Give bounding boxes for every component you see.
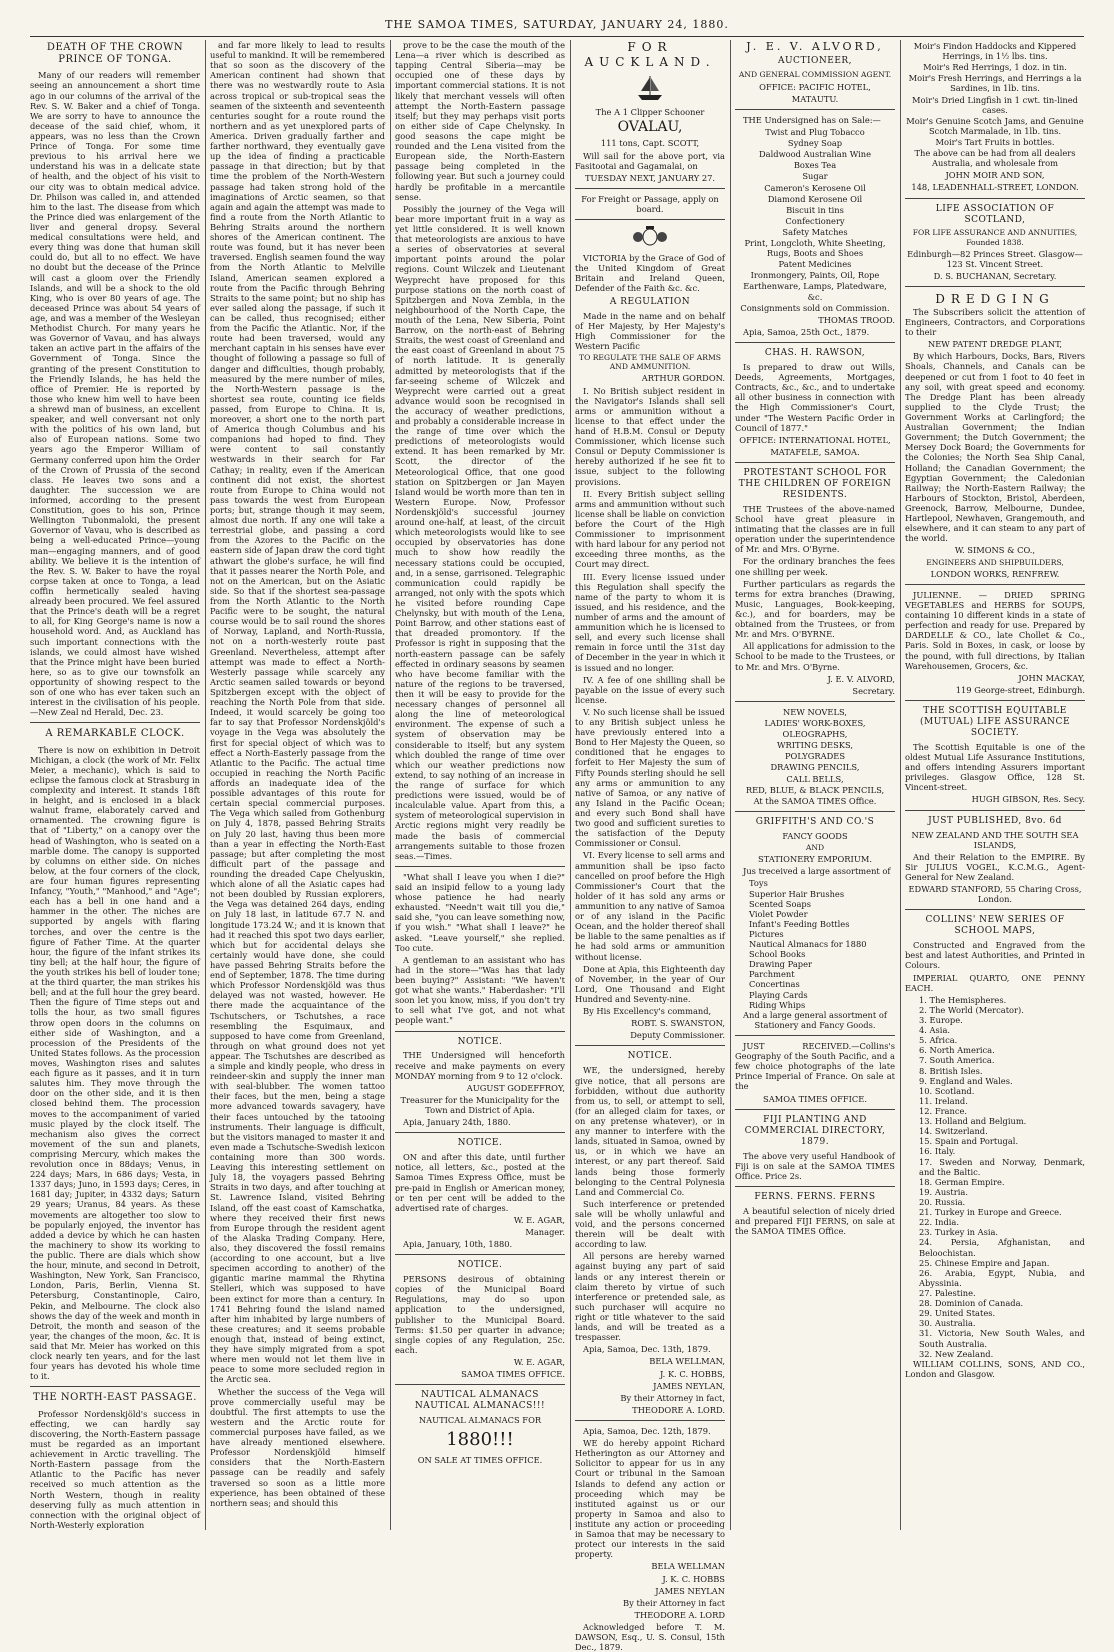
- divider: [395, 1384, 565, 1385]
- land-notice-body3: All persons are hereby warned against buying any part of said lands or any interest therein or claim thereto by virtue of such interference or pretended sale, as such purchaser will acquire no right or title whatever to the said lands, and will be treated as a trespasser.: [575, 1251, 725, 1343]
- almanac-sale: ON SALE AT TIMES OFFICE.: [417, 1455, 543, 1466]
- equitable-body: The Scottish Equitable is one of the oldest Mutual Life Assurance Institutions, and offers intending Assurers important privileges. Glasgow Office, 128 St. Vincent-street.: [905, 741, 1085, 793]
- reg-purpose: TO REGULATE THE SALE OF ARMS AND AMMUNITION.: [579, 352, 721, 372]
- list-item: 19. Austria.: [919, 1186, 968, 1197]
- griffith-intro: Jus treceived a large assortment of: [743, 866, 891, 877]
- notice-3-body: PERSONS desirous of obtaining copies of the Municipal Board Regulations, may do so upon application to the undersigned, publisher to the Municipal Board. Terms: $1.50 per quarter in advance; single copies of any Regulation, 25c. each.: [395, 1274, 565, 1355]
- equitable-title: THE SCOTTISH EQUITABLE (MUTUAL) LIFE ASSURANCE SOCIETY.: [919, 706, 1071, 738]
- list-item: Moir's Red Herrings, 1 doz. in tin.: [923, 62, 1067, 73]
- griffith-list: [735, 878, 895, 1009]
- list-item: 25. Chinese Empire and Japan.: [919, 1257, 1050, 1268]
- alvord-intro: THE Undersigned has on Sale:—: [743, 114, 881, 125]
- divider: [905, 909, 1085, 910]
- column-5: [735, 40, 895, 1530]
- appoint-sig: BELA WELLMAN: [651, 1561, 725, 1572]
- divider: [905, 584, 1085, 585]
- notice-2-title: NOTICE.: [457, 1138, 503, 1149]
- land-notice-attorney: By their Attorney in fact,: [620, 1392, 725, 1403]
- list-item: CALL BELLS,: [786, 773, 844, 784]
- julienne-addr: 119 George-street, Edinburgh.: [955, 684, 1085, 695]
- list-item: 17. Sweden and Norway, Denmark, and the Baltic.: [919, 1156, 1085, 1177]
- alvord-date: Apia, Samoa, 25th Oct., 1879.: [743, 326, 870, 337]
- divider: [395, 1031, 565, 1032]
- divider: [735, 1109, 895, 1110]
- joke-2: A gentleman to an assistant who has had in the store—"Was has that lady been buying?" Assistant: "We haven't got what she wants." Haberdasher: "I'll soon let you know, miss, if you don't try to sell what I've got, and not what people want.": [395, 954, 565, 1026]
- list-item: Confectionery: [785, 215, 845, 226]
- reg-sig2: Deputy Commissioner.: [630, 1030, 725, 1041]
- reg-name: ARTHUR GORDON.: [641, 373, 725, 384]
- school-title: PROTESTANT SCHOOL FOR THE CHILDREN OF FOREIGN RESIDENTS.: [738, 467, 892, 500]
- griffith-end: And a large general assortment of Stationery and Fancy Goods.: [743, 1009, 887, 1030]
- list-item: Riding Whips: [749, 999, 806, 1010]
- list-item: Parchment: [749, 969, 795, 980]
- divider: [735, 811, 895, 812]
- masthead-title: THE SAMOA TIMES, SATURDAY, JANUARY 24, 1880.: [385, 18, 729, 31]
- reg-item: V. No such license shall be issued to any British subject unless he have previously entered into a Bond to Her Majesty the Queen, so conditioned that he engages to forfeit to Her Majesty the sum of Fifty Pounds sterling should he sell any arms or ammunition to any native of Samoa, or any native of any Island in the Pacific Ocean; and every such Bond shall have two good and sufficient sureties to the satisfaction of the Deputy Commissioner or Consul.: [575, 706, 725, 849]
- auckland-ship: OVALAU,: [617, 119, 683, 136]
- list-item: 3. Europe.: [919, 1015, 963, 1025]
- land-notice-body: WE, the undersigned, hereby give notice, that all persons are forbidden, without due authority from us, to sell, or attempt to sell, (for an alleged claim for taxes, or on any pretense whatever), or in any manner to interfere with the lands, situated in Samoa, owned by us, or in which we have an interest, or any part thereof. Said lands being those formerly belonging to the Central Polynesia Land and Commercial Co.: [575, 1065, 725, 1197]
- masthead: [30, 18, 1084, 34]
- list-item: 13. Holland and Belgium.: [919, 1116, 1027, 1127]
- list-item: WRITING DESKS,: [776, 740, 853, 751]
- notice-2-body: ON and after this date, until further notice, all letters, &c., posted at the Samoa Times Express Office, must be pre-paid in English or American money, or ten per cent will be added to the advertised rate of charges.: [395, 1152, 565, 1213]
- divider: [575, 188, 725, 189]
- notice-2-date: Apia, January, 10th, 1880.: [403, 1239, 513, 1250]
- list-item: Infant's Feeding Bottles: [749, 918, 850, 929]
- list-item: Drawing Paper: [749, 959, 812, 970]
- auckland-tons: 111 tons, Capt. SCOTT,: [600, 138, 700, 149]
- list-item: 8. British Isles.: [919, 1065, 983, 1076]
- list-item: Moir's Dried Lingfish in 1 cwt. tin-lined cases.: [912, 94, 1078, 115]
- notice-3-title: NOTICE.: [457, 1260, 503, 1271]
- list-item: LADIES' WORK-BOXES,: [764, 717, 866, 728]
- divider: [395, 1132, 565, 1133]
- divider: [30, 722, 200, 723]
- divider: [735, 342, 895, 343]
- collins-title: COLLINS' NEW SERIES OF SCHOOL MAPS,: [925, 915, 1065, 937]
- ferns-title: FERNS. FERNS. FERNS: [754, 1191, 876, 1202]
- list-item: 15. Spain and Portugal.: [919, 1136, 1019, 1147]
- reg-intro: VICTORIA by the Grace of God of the United Kingdom of Great Britain and Ireland Queen, Defender of the Faith &c. &c.: [575, 253, 725, 294]
- reg-item: I. No British subject resident in the Navigator's Islands shall sell arms or ammunition without a license to that effect under the hand of H.B.M. Consul or Deputy Commissioner, which license such Consul or Deputy Commissioner is hereby authorized if he see fit to issue, subject to the following provisions.: [575, 385, 725, 487]
- divider: [575, 1045, 725, 1046]
- list-item: 29. United States.: [919, 1308, 996, 1319]
- divider: [575, 1420, 725, 1421]
- list-item: Biscuit in tins: [786, 204, 844, 215]
- list-item: 5. Africa.: [919, 1035, 958, 1046]
- divider: [735, 462, 895, 463]
- list-item: Patent Medicines: [778, 259, 852, 270]
- vega-article: Possibly the journey of the Vega will bear more important fruit in a way as yet little considered. It is well known that meteorologists are anxious to have a series of observatories at several important points around the polar regions. Count Wilczek and Lieutenant Weyprecht have proposed for this purpose stations on the north coast of Spitzbergen and Nova Zembla, in the neighbourhood of the North Cape, the mouth of the Lena, New Siberia, Point Barrow, on the north-east of Behring Straits, the west coast of Greenland and the east coast of Greenland in about 75 of north latitude. It is generally admitted by meteorologists that if the far-seeing scheme of Wilczek and Weyprecht were carried out a great advance would soon be recognised in the accuracy of weather predictions, and probably a considerable increase in the range of time over which the predictions of meteorologists would extend. It has been remarked by Mr. Scott, the director of the Meteorological Office, that one good station on Spitzbergen or Jan Mayen Island would be worth more than ten in Western Europe. Now, Professor Nordenskjöld's successful journey around one-half, at least, of the circuit which meteorologists would like to see occupied by observatories has done much to show how readily the necessary stations could be occupied, and, in a sense, garrisoned. Telegraphic communication could rapidly be arranged, not only with the spots which he visited before rounding Cape Chelynsky, but with mouth of the Lena, Point Barrow, and other stations east of that dreaded promontory. If the Professor is right in supposing that the north-eastern passage can be safely effected in ordinary seasons by seamen who have become familiar with the nature of the regions to be traversed, then it will be easy to provide for the necessary changes of personnel all along the line of meteorological environment. The expense of such a system of observation may be considerable to itself; but any system which doubled the range of time over which our weather predictions now extend, to say nothing of an increase in the range of surface for which predictions were issued, would be of incalculable value. Apart from this, a system of meteorological supervision in Arctic regions might very readily be made the basis of commercial arrangements suitable to those frozen seas.—Times.: [395, 203, 565, 861]
- list-item: 10. Scotland.: [919, 1085, 975, 1096]
- moir-note: The above can be had from all dealers Australia, and wholesale from: [914, 148, 1076, 169]
- appoint-sig: JAMES NEYLAN: [655, 1585, 725, 1596]
- land-notice-date: Apia, Samoa, Dec. 13th, 1879.: [583, 1344, 711, 1355]
- dredge-sig: W. SIMONS & CO.,: [954, 545, 1036, 556]
- column-rule: [900, 40, 901, 1530]
- rawson-office: OFFICE: INTERNATIONAL HOTEL,: [739, 434, 891, 445]
- list-item: NEW NOVELS,: [783, 706, 847, 717]
- moir-addr: 148, LEADENHALL-STREET, LONDON.: [911, 182, 1079, 193]
- list-item: Ironmongery, Paints, Oil, Rope: [750, 270, 880, 281]
- school-sig: J. E. V. ALVORD,: [827, 673, 895, 684]
- appoint-attorney-name: THEODORE A. LORD: [634, 1609, 725, 1620]
- received-at: SAMOA TIMES OFFICE.: [763, 1093, 867, 1104]
- list-item: Boxes Tea: [793, 160, 837, 171]
- list-item: 12. France.: [919, 1105, 968, 1116]
- column-rule: [730, 40, 731, 1530]
- julienne-body: JULIENNE. — DRIED SPRING VEGETABLES and HERBS for SOUPS, containing 10 different kinds in a state of perfection and ready for use. Prepared by DARDELLE & CO., late Chollet & Co., Paris. Sold in Boxes, in cask, or loose by the pound, with full directions, by Italian Warehousemen, Grocers, &c.: [905, 589, 1085, 671]
- divider: [905, 810, 1085, 811]
- divider: [905, 198, 1085, 199]
- list-item: Cameron's Kerosene Oil: [764, 182, 866, 193]
- divider: [905, 700, 1085, 701]
- land-notice-sig: JAMES NEYLAN,: [653, 1380, 725, 1391]
- reg-item: VI. Every license to sell arms and ammunition shall be ipso facto cancelled on proof before the High Commissioner's Court that the holder of it has sold any arms or ammunition to any native of Samoa or of any island in the Pacific Ocean, and the holder thereof shall be liable to the same penalties as if he had sold arms or ammunition without license.: [575, 850, 725, 962]
- list-item: 26. Arabia, Egypt, Nubia, and Abyssinia.: [919, 1267, 1085, 1288]
- land-notice-sig: BELA WELLMAN,: [649, 1356, 725, 1367]
- list-item: Pictures: [749, 928, 784, 939]
- alvord-sig: THOMAS TROOD.: [818, 314, 895, 325]
- equitable-sig: HUGH GIBSON, Res. Secy.: [971, 794, 1085, 805]
- crown-prince-heading: DEATH OF THE CROWN PRINCE OF TONGA.: [46, 42, 184, 66]
- collins-size: IMPERIAL QUARTO, ONE PENNY EACH.: [905, 972, 1085, 993]
- list-item: 4. Asia.: [919, 1025, 951, 1036]
- passage-continued-2: Whether the success of the Vega will prove commercially useful may be doubtful. The first attempts to use the western and the Arctic route for commercial purposes have failed, as we have already mentioned elsewhere. Professor Nordenskjöld himself considers that the North-Eastern passage can be readily and safely traversed so soon as a little more experience, has been obtained of these northern seas; and should this: [210, 1386, 385, 1508]
- griffith-title: GRIFFITH'S AND CO.'S: [755, 816, 875, 827]
- reg-command: By His Excellency's command,: [583, 1006, 712, 1017]
- list-item: Concertinas: [749, 979, 800, 990]
- passage-continued: and far more likely to lead to results useful to mankind. It will be remembered that so soon as the discovery of the American continent had shown that there was no westwardly route to Asia across tropical or sub-tropical seas the seamen of the sixteenth and seventeenth centuries sought for a route round the northern and as yet unexplored parts of America. Driven gradually farther and farther northward, they eventually gave up the idea of finding a practicable passage in that direction; but by that time the problem of the North-Western passage had taken strong hold of the imaginations of Arctic seamen, so that again and again the attempt was made to find a route from the North Atlantic to Behring Straits around the northern shores of the American continent. The route was found, but it has never been traversed. English seamen found the way from the North Atlantic to Melville Island, American seamen explored a route from the Pacific through Behring Straits to the same point; but no ship has ever sailed along the passage, if such it can be called, thus recognised; either from the Pacific the Atlantic. Nor, if the route had been traversed, would any merchant captain in his senses have ever thought of following a passage so full of danger and difficulties, though probably, measured by the mere number of miles, the North-Western passage is the shortest sea route, counting ice fields passed, from Europe to China. It is, moreover, a short one to the north part of America though Columbus and his companions had hoped to find. They were content to sail constantly westwards in their search for Far Cathay; in reality, even if the American continent did not exist, the shortest route from Europe to China would not pass towards the west from European ports; but, strange though it may seem, almost due north. If any one will take a terrestrial globe, and passing a cord from the Azores to the Pacific on the eastern side of Japan draw the cord tight athwart the globe's surface, he will find that it passes nearer the North Pole, and not on the American, but on the Asiatic side. So that if the shortest sea-passage from the North Atlantic to the North Pacific were to be sought, the natural course would be to sail round the shores of Norway, Lapland, and North-Russia, not on a north-westerly route past Greenland. Nevertheless, attempt after attempt was made to effect a North-Westerly passage while scarcely any Arctic seamen sailed towards or beyond Spitzbergen except with the object of reaching the North Pole from that side. Indeed, it would scarcely be going too far to say that Professor Nordenskjöld's voyage in the Vega was absolutely the first for special object of which was to effect a North-Easterly passage from the Atlantic to the Pacific. The actual time occupied in reaching the North Pacific affords an inadequate idea of the possible advantages of this route for certain special commercial purposes. The Vega which sailed from Gothenburg on July 4, 1878, passed Behring Straits on July 20 last, having thus been more than a year in effecting the North-East passage; but after completing the most difficult part of the passage and rounding the dreaded Cape Chelyuskin, which alone of all the Asiatic capes had not been doubled by Russian explorers, the Vega was detained 264 days, ending on July 18 last, in latitude 67.7 N. and longitude 173.24 W.; and it is known that had it reached this spot two days earlier, which but for accidental delays she certainly would have done, she could have passed Behring Straits before the end of September, 1878. The time during which Professor Nordenskjöld was thus delayed was not wasted, however. He there made the acquaintance of the Tschutschers, or Tschutshes, a race resembling the Esquimaux, and supposed to have come from Greenland, through on what ground does not yet appear. The Tschutshes are described as a simple and kindly people, who dress in reindeer-skin and supply the inner man with seal-blubber. The women tattoo their faces, but the men, being a stage more advanced towards savagery, have their faces untouched by the tatooing instruments. Their language is difficult, but the visitors managed to master it and even made a Tschutsche-Swedish lexicon containing more than 300 words. Leaving this interesting settlement on July 18, the voyagers passed Behring Straits in two days, and after touching at St. Lawrence Island, visited Behring Island, off the east coast of Kamschatka, where they received their first news from Europe through the resident agent of the Alaska Trading Company. Here, also, they discovered the fossil remains (according to one account, but a live specimen according to another) of the gigantic marine mammal the Rhytina Stelleri, which was supposed to have been extinct for more than a century. In 1741 Behring found the island named after him inhabited by large numbers of these creatures; and it seems probable enough that, instead of being extinct, they have simply migrated from a spot where men would not let them live in peace to some more secluded region in the Arctic sea.: [210, 40, 385, 1385]
- column-rule: [570, 40, 571, 1530]
- list-item: Nautical Almanacs for 1880: [749, 939, 867, 950]
- list-item: Scented Soaps: [749, 898, 811, 909]
- list-item: 27. Palestine.: [919, 1287, 976, 1298]
- just-book: NEW ZEALAND AND THE SOUTH SEA ISLANDS,: [911, 829, 1079, 850]
- list-item: Daldwood Australian Wine: [759, 149, 871, 160]
- appoint-ack: Acknowledged before T. M. DAWSON, Esq., U. S. Consul, 15th Dec., 1879.: [575, 1621, 725, 1652]
- griffith-stat: STATIONERY EMPORIUM.: [758, 854, 872, 865]
- column-2: [210, 40, 385, 1530]
- reg-sig: ROBT. S. SWANSTON,: [631, 1018, 725, 1029]
- appoint-body: WE do hereby appoint Richard Hetherington as our Attorney and Solicitor to appear for us in any Court or tribunal in the Samoan Islands to defend any action or proceeding which may be instituted against us or our property in Samoa and also to institute any action or proceeding in Samoa that may be necessary to protect our interests in the said property.: [575, 1438, 725, 1560]
- rawson-place: MATAFELE, SAMOA.: [770, 446, 860, 457]
- alvord-office: OFFICE: PACIFIC HOTEL,: [759, 81, 871, 92]
- list-item: Moir's Tart Fruits in bottles.: [935, 136, 1055, 147]
- land-notice-title: NOTICE.: [627, 1051, 673, 1062]
- list-item: 16. Italy.: [919, 1146, 956, 1157]
- list-item: POLYGRADES: [784, 751, 846, 762]
- notice-2-sig: W. E. AGAR,: [513, 1214, 565, 1225]
- alvord-list: [735, 127, 895, 302]
- list-item: Violet Powder: [749, 908, 808, 919]
- list-item: 30. Australia.: [919, 1318, 976, 1329]
- masthead-rule: [30, 36, 1084, 37]
- reg-made: Made in the name and on behalf of Her Majesty, by Her Majesty's High Commissioner for the Western Pacific: [575, 310, 725, 351]
- list-item: RED, BLUE, & BLACK PENCILS,: [745, 784, 885, 795]
- list-item: Print, Longcloth, White Sheeting, Rugs, Boots and Shoes: [744, 238, 886, 259]
- list-item: School Books: [749, 949, 806, 960]
- almanac-title: NAUTICAL ALMANACS NAUTICAL ALMANACS!!!: [414, 1390, 546, 1412]
- received-body: JUST RECEIVED.—Collins's Geography of the South Pacific, and a few choice photographs of the late Prince Imperial of France. On sale at the: [735, 1041, 895, 1092]
- griffith-fancy: FANCY GOODS: [782, 830, 848, 841]
- notice-1-title: NOTICE.: [457, 1036, 503, 1047]
- alvord-title: AUCTIONEER,: [777, 56, 853, 67]
- list-item: 31. Victoria, New South Wales, and South Australia.: [919, 1328, 1085, 1349]
- list-item: 11. Ireland.: [919, 1095, 968, 1106]
- divider: [735, 109, 895, 110]
- alvord-name: J. E. V. ALVORD,: [746, 40, 884, 53]
- list-item: Twist and Plug Tobacco: [765, 126, 865, 137]
- list-item: OLEOGRAPHS,: [782, 729, 848, 740]
- divider: [575, 219, 725, 220]
- list-item: 7. South America.: [919, 1055, 995, 1066]
- column-3: [395, 40, 565, 1530]
- life-sub: FOR LIFE ASSURANCE AND ANNUITIES, Founded 1838.: [912, 228, 1078, 247]
- list-item: 22. India.: [919, 1217, 960, 1228]
- almanac-year: 1880!!!: [446, 1429, 514, 1451]
- alvord-place: MATAUTU.: [791, 93, 839, 104]
- divider: [395, 866, 565, 867]
- list-item: Moir's Findon Haddocks and Kippered Herrings, in 1½ lbs. tins.: [913, 41, 1077, 62]
- list-item: 9. England and Wales.: [919, 1075, 1013, 1086]
- life-addr: Edinburgh—82 Princes Street. Glasgow—123 St. Vincent Street.: [907, 248, 1083, 270]
- moir-list: [905, 41, 1085, 147]
- school-body: THE Trustees of the above-named School have great pleasure in intimating that the classes are in full operation under the superintendence of Mr. and Mrs. O'Byrne.: [735, 503, 895, 555]
- clock-heading: A REMARKABLE CLOCK.: [45, 728, 185, 740]
- land-notice-sig: J. K. C. HOBBS,: [659, 1368, 725, 1379]
- collins-map-list: [905, 995, 1085, 1359]
- appoint-date: Apia, Samoa, Dec. 12th, 1879.: [583, 1426, 711, 1437]
- just-title: JUST PUBLISHED, 8vo. 6d: [928, 815, 1062, 826]
- notice-1-sig2: Treasurer for the Municipality for the Town and District of Apia.: [400, 1094, 560, 1116]
- school-sig2: Secretary.: [852, 685, 895, 696]
- list-item: Toys: [749, 878, 768, 889]
- fiji-title: FIJI PLANTING AND COMMERCIAL DIRECTORY, 1879.: [744, 1114, 886, 1147]
- auckland-body: Will sail for the above port, via Fasitootai and Gagamalai, on: [575, 150, 725, 171]
- auckland-ship-line: The A 1 Clipper Schooner: [595, 107, 705, 118]
- list-item: 14. Switzerland.: [919, 1126, 988, 1137]
- list-item: 2. The World (Mercator).: [919, 1004, 1024, 1015]
- notice-1-date: Apia, January 24th, 1880.: [403, 1117, 511, 1128]
- dredge-title: DREDGING: [935, 292, 1055, 307]
- dredge-sig3: LONDON WORKS, RENFREW.: [930, 568, 1060, 579]
- divider: [395, 1254, 565, 1255]
- reg-done: Done at Apia, this Eighteenth day of November, in the year of Our Lord, One Thousand and Eight Hundred and Seventy-nine.: [575, 963, 725, 1004]
- divider: [735, 701, 895, 702]
- novels-at: At the SAMOA TIMES Office.: [753, 795, 877, 806]
- list-item: Sugar: [802, 171, 828, 182]
- list-item: 21. Turkey in Europe and Greece.: [919, 1207, 1062, 1218]
- life-sig: D. S. BUCHANAN, Secretary.: [933, 271, 1057, 282]
- list-item: Diamond Kerosene Oil: [767, 193, 863, 204]
- just-pub: EDWARD STANFORD, 55 Charing Cross, London.: [908, 884, 1082, 905]
- alvord-sub: AND GENERAL COMMISSION AGENT.: [738, 70, 892, 80]
- ship-icon: [635, 73, 665, 103]
- list-item: 20. Russia.: [919, 1196, 966, 1207]
- crown-prince-article: Many of our readers will remember seeing an announcement a short time ago in our columns of the arrival of the Rev. S. W. Baker and a chief of Tonga. We are sorry to have to announce the decease of the said chief, whom, it appears, was no less than the Crown Prince of Tonga. For some time previous to his arrival here we understand his was in a delicate state of health, and the object of his visit to our city was to obtain medical advice. Dr. Philson was called in, and attended him to the last. The disease from which the Prince died was enlargement of the liver and general dropsy. Several medical consultations were held, and every thing was done that human skill could do, but all to no effect. We have no doubt but the decease of the Prince will cast a gloom over the Friendly Islands, and will be a shock to the old King, who is over 80 years of age. The deceased Prince was about 54 years of age, and was a member of the Wesleyan Methodist Church. For many years he was Governor of Vavau, and has always taken an active part in the affairs of the Government of Tonga. Since the granting of the present Constitution to the Friendly Islands, he has held the office of Premier. He is reported by those who knew him well to have been a shrewd man of business, an excellent speaker, and well conversant not only with the politics of his own land, but also of European nations. Some two years ago the Emperor William of Germany conferred upon him the Order of the Crown of Prussia of the second class. He leaves two sons and a daughter. The succession we are informed, according to the present Constitution, goes to his son, Prince Wellington Tubonmaloki, the present Governor of Vavau, who is described as being a well-educated Prince—young man—engaging manners, and of good ability. We believe it is the intention of the Rev. S. W. Baker to have the royal corpse taken at once to Tonga, a lead coffin hermetically sealed having already been procured. We feel assured that the Prince's death will be a regret to all, for King George's name is now a household word. And, as Auckland has such important connections with the islands, we could almost have wished that the Prince might have been buried here, so as to give our townsfolk an opportunity of showing respect to the son of one who has ever taken such an interest in the civilisation of his people.—New Zeal nd Herald, Dec. 23.: [30, 70, 200, 718]
- column-4: [575, 40, 725, 1652]
- column-rule: [205, 40, 206, 1530]
- list-item: Safety Matches: [782, 226, 848, 237]
- almanac-for: NAUTICAL ALMANACS FOR: [418, 1415, 542, 1426]
- list-item: 24. Persia, Afghanistan, and Beloochistan.: [919, 1237, 1085, 1258]
- reg-item: III. Every license issued under this Regulation shall specify the name of the party to whom it is issued, and his residence, and the number of arms and the amount of ammunition which he is licensed to sell, and every such license shall remain in force until the 31st day of December in the year in which it is issued and no longer.: [575, 571, 725, 673]
- royal-arms-icon: [630, 225, 670, 249]
- ferns-body: A beautiful selection of nicely dried and prepared FIJI FERNS, on sale at the SAMOA TIMES Office.: [735, 1205, 895, 1237]
- list-item: Moir's Fresh Herrings, and Herrings a la Sardines, in 1lb. tins.: [908, 73, 1082, 94]
- passage-heading: THE NORTH-EAST PASSAGE.: [33, 1392, 197, 1404]
- notice-1-body: THE Undersigned will henceforth receive and make payments on every MONDAY morning from 9 to 12 o'clock.: [395, 1050, 565, 1081]
- list-item: Sydney Soap: [787, 138, 843, 149]
- julienne-sig: JOHN MACKAY,: [1018, 672, 1085, 683]
- list-item: Playing Cards: [749, 989, 808, 1000]
- list-item: 23. Turkey in Asia.: [919, 1227, 999, 1238]
- passage-article: Professor Nordenskjöld's success in effecting, we can hardly say discovering, the North-Eastern passage must be regarded as an important achievement in Arctic travelling. The North-Eastern passage from the Atlantic to the Pacific has never received so much attention as the North Western, though in reality deserving fully as much attention in connection with the original object of North-Westerly exploration: [30, 1408, 200, 1530]
- notice-1-sig: AUGUST GODEFFROY,: [466, 1082, 565, 1093]
- list-item: 1. The Hemispheres.: [919, 994, 1007, 1005]
- school-body3: Further particulars as regards the terms for extra branches (Drawing, Music, Languages, Book-keeping, &c.), and for boarders, may be obtained from the Trustees, or from Mr. and Mrs. O'BYRNE.: [735, 578, 895, 640]
- appoint-attorney: By their Attorney in fact: [623, 1597, 725, 1608]
- notice-3-sig2: SAMOA TIMES OFFICE.: [461, 1369, 565, 1380]
- notice-3-sig: W. E. AGAR,: [513, 1357, 565, 1368]
- novels-list: [735, 707, 895, 795]
- land-notice-body2: Such interference or pretended sale will be wholly unlawful and void, and the persons concerned therein will be dealt with according to law.: [575, 1198, 725, 1250]
- collins-pub: WILLIAM COLLINS, SONS, AND CO., London and Glasgow.: [905, 1358, 1085, 1379]
- divider: [735, 1186, 895, 1187]
- moir-name: JOHN MOIR AND SON,: [945, 170, 1045, 181]
- rawson-body: Is prepared to draw out Wills, Deeds, Agreements, Mortgages, Contracts, &c., &c., and to undertake all other business in connection with the High Commissioner's Court, under "The Western Pacific Order in Council of 1877.": [735, 362, 895, 433]
- alvord-consign: Consignments sold on Commission.: [740, 302, 890, 313]
- auckland-title: FOR AUCKLAND.: [584, 40, 716, 69]
- life-title: LIFE ASSOCIATION OF SCOTLAND,: [935, 203, 1055, 225]
- collins-body: Constructed and Engraved from the best and latest Authorities, and Printed in Colours.: [905, 940, 1085, 971]
- list-item: 6. North America.: [919, 1045, 995, 1056]
- reg-title: A REGULATION: [609, 296, 691, 307]
- reg-item: IV. A fee of one shilling shall be payable on the issue of every such license.: [575, 674, 725, 705]
- dredge-body: The Subscribers solicit the attention of Engineers, Contractors, and Corporations to their: [905, 306, 1085, 338]
- reg-item: II. Every British subject selling arms and ammunition without such license shall be liable on conviction before the Court of the High Commissioner to imprisonment with hard labour for any period not exceeding three months, as the Court may direct.: [575, 488, 725, 570]
- passage-end: prove to be the case the mouth of the Lena—a river which is described as tapping Central Siberia—may be occupied one of these days by important commercial stations. It is not likely that merchant vessels will often attempt the North-Eastern passage itself; but they may perhaps visit ports on either side of Cape Chelynsky. In good seasons the cape might be rounded and the Lena visited from the European side, the North-Eastern passage being completed in the following year. But such a journey could hardly be profitable in a mercantile sense.: [395, 40, 565, 202]
- school-body2: For the ordinary branches the fees one shilling per week.: [735, 556, 895, 577]
- appoint-sig: J. K. C. HOBBS: [662, 1573, 725, 1584]
- dredge-plant: NEW PATENT DREDGE PLANT,: [927, 339, 1063, 350]
- divider: [735, 1035, 895, 1036]
- list-item: 32. New Zealand.: [919, 1348, 994, 1359]
- land-notice-attorney-name: THEODORE A. LORD.: [632, 1404, 725, 1415]
- just-body: And their Relation to the EMPIRE. By Sir JULIUS VOGEL, K.C.M.G., Agent-General for New Zealand.: [905, 851, 1085, 882]
- column-6: [905, 40, 1085, 1530]
- divider: [905, 286, 1085, 287]
- column-rule: [390, 40, 391, 1530]
- fiji-body: The above very useful Handbook of Fiji is on sale at the SAMOA TIMES Office. Price 2s.: [735, 1150, 895, 1181]
- auckland-freight: For Freight or Passage, apply on board.: [581, 193, 719, 214]
- dredge-sig2: ENGINEERS AND SHIPBUILDERS,: [926, 557, 1064, 567]
- school-body4: All applications for admission to the School to be made to the Trustees, or to Mr. and Mrs. O'Byrne.: [735, 641, 895, 672]
- auckland-date: TUESDAY NEXT, JANUARY 27.: [584, 172, 716, 183]
- griffith-and: AND: [805, 842, 825, 852]
- divider: [30, 1386, 200, 1387]
- dredge-body2: By which Harbours, Docks, Bars, Rivers Shoals, Channels, and Canals can be deepened or cut from 1 foot to 40 feet in any soil, with great speed and economy. The Dredge Plant has been already supplied to the Clyde Trust; the Government Works at Carlingford; the Australian Government; the Indian Government; the Dutch Government; the Mersey Dock Board; the Governments for the Colonies; the North Sea Ship Canal, Holland; the Canadian Government; the Egyptian Government; the Caledonian Railway; the North-Eastern Railway; the Harbours of Stockton, Bristol, Aberdeen, Greenock, Barrow, Melbourne, Dundee, Hartlepool, Newhaven, Grangemouth, and elsewhere, and it can steam to any part of the world.: [905, 351, 1085, 544]
- joke-1: "What shall I leave you when I die?" said an insipid fellow to a young lady whose patience he had nearly exhausted. "Needn't wait till you die," said she, "you can leave something now, if you wish." "What shall I leave?" he asked. "Leave yourself," she replied. Too cute.: [395, 871, 565, 953]
- list-item: Earthenware, Lamps, Platedware, &c.: [743, 281, 887, 302]
- clock-article: There is now on exhibition in Detroit Michigan, a clock (the work of Mr. Felix Meier, a mechanic), which is said to eclipse the famous clock at Strasburg in complexity and interest. It stands 18ft in height, and is enclosed in a black walnut frame, elaborately carved and ornamented. The crowning figure is that of "Liberty," on a canopy over the head of Washington, who is seated on a marble dome. The canopy is supported by columns on either side. On niches below, at the four corners of the clock, are four human figures representing Infancy, "Youth," "Manhood," and "Age"; each has a bell in one hand and a hammer in the other. The niches are supported by angels with flaring torches, and over the centre is the figure of Father Time. At the quarter hour, the figure of the infant strikes its tiny bell; at the half hour, the figure of the youth strikes his bell of louder tone; at the third quarter, the man strikes his bell; and at the full hour the grey beard. Then the figure of Time steps out and tolls the hour, as two small figures throw open doors in the columns on either side of Washington, and a procession of the Presidents of the United States follows. As the procession moves, Washington rises and salutes each figure as it passes, and it in turn salutes him. They move through the door on the other side, and it is then closed behind them. The procession moves to the accompaniment of varied music played by the clock itself. The mechanism also gives the correct movement of the sun and planets, comprising Mercury, which makes the revolution once in 88days; Venus, in 224 days; Mars, in 686 days; Vesta, in 1337 days; Juno, in 1593 days; Ceres, in 1681 day; Jupiter, in 4332 days; Saturn 29 years; Uranus, 84 years. As these movements are altogether too slow to be popularly enjoyed, the inventor has added a device by which he can hasten the machinery to show its working to the public. There are dials which show the hour, minute, and second in Detroit, Washington, New York, San Francisco, London, Paris, Berlin, Vienna St. Petersburg, Constantinople, Cairo, Pekin, and Melbourne. The clock also shows the day of the week and month in Detroit, the month and season of the year, the changes of the moon, &c. It is said that Mr. Meier has worked on this clock nearly ten years, and for the last four years has devoted his whole time to it.: [30, 744, 200, 1382]
- column-1: [30, 40, 200, 1530]
- notice-2-sig2: Manager.: [525, 1226, 565, 1237]
- list-item: DRAWING PENCILS,: [770, 762, 860, 773]
- list-item: Superior Hair Brushes: [749, 888, 845, 899]
- list-item: 28. Dominion of Canada.: [919, 1298, 1024, 1309]
- list-item: 18. German Empire.: [919, 1176, 1005, 1187]
- list-item: Moir's Genuine Scotch Jams, and Genuine Scotch Marmalade, in 1lb. tins.: [906, 115, 1084, 136]
- rawson-name: CHAS. H. RAWSON,: [764, 348, 866, 359]
